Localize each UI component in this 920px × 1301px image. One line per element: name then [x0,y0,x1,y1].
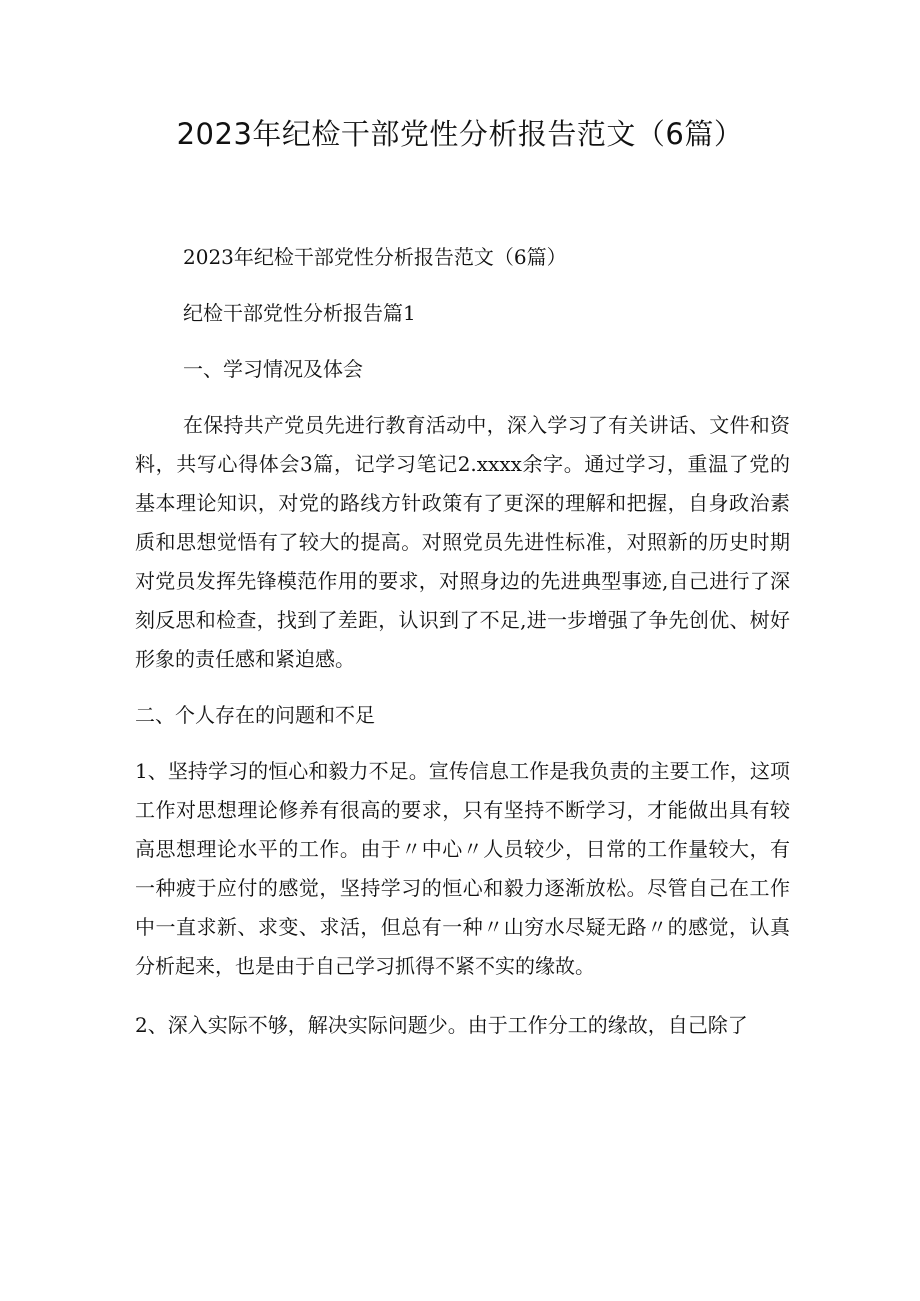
document-body [135,238,790,1045]
problem-item-2: 2、深入实际不够，解决实际问题少。由于工作分工的缘故，自己除了 [135,1013,748,1037]
document-subtitle: 2023年纪检干部党性分析报告范文（6篇） [183,245,567,269]
problem-item-1: 1、坚持学习的恒心和毅力不足。宣传信息工作是我负责的主要工作，这项工作对思想理论修养有很高的要求，只有坚持不断学习，才能做出具有较高思想理论水平的工作。由于〃中心〃人员较少，日常的工作量较大，有一种疲于应付的感觉，坚持学习的恒心和毅力逐渐放松。尽管自己在工作中一直求新、求变、求活，但总有一种〃山穷水尽疑无路〃的感觉，认真分析起来，也是由于自己学习抓得不紧不实的缘故。 [135,759,790,978]
paragraph-study: 在保持共产党员先进行教育活动中，深入学习了有关讲话、文件和资料，共写心得体会3篇，记学习笔记2.xxxx余字。通过学习，重温了党的基本理论知识，对党的路线方针政策有了更深的理解和把握，自身政治素质和思想觉悟有了较大的提高。对照党员先进性标准，对照新的历史时期对党员发挥先锋模范作用的要求，对照身边的先进典型事迹,自己进行了深刻反思和检查，找到了差距，认识到了不足,进一步增强了争先创优、树好形象的责任感和紧迫感。 [135,413,790,671]
heading-study: 一、学习情况及体会 [183,357,363,381]
section-title: 纪检干部党性分析报告篇1 [183,301,416,325]
document-title: 2023年纪检干部党性分析报告范文（6篇） [176,117,744,151]
heading-problems: 二、个人存在的问题和不足 [135,703,375,727]
